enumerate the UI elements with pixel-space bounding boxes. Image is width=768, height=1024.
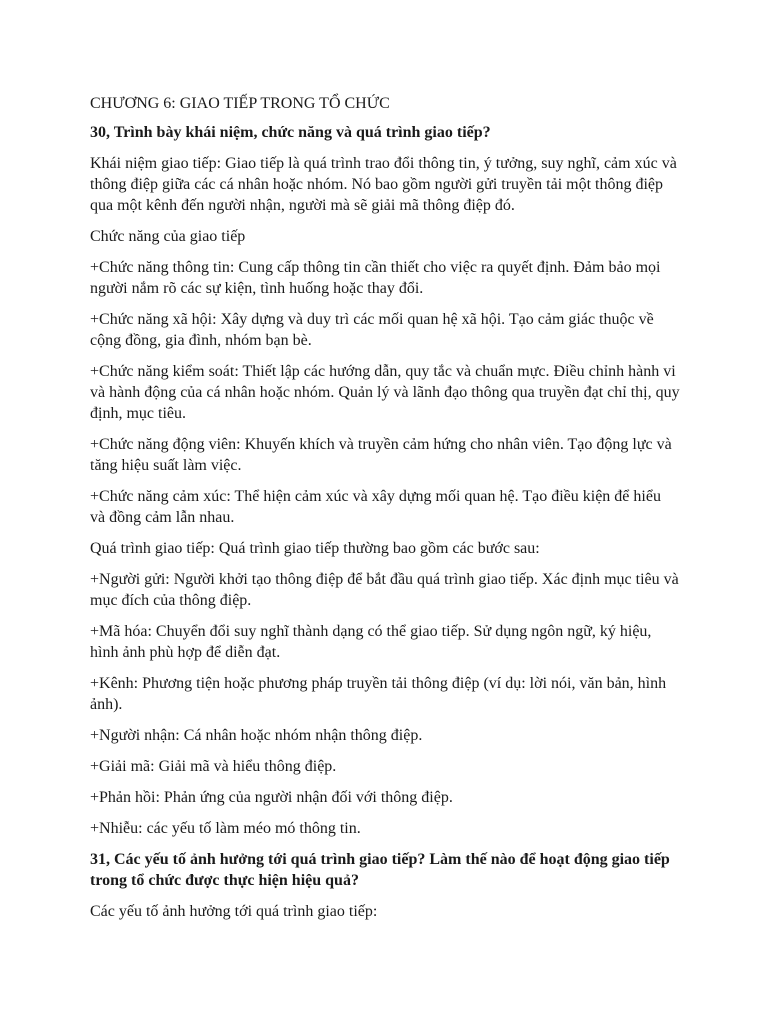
concept-paragraph: Khái niệm giao tiếp: Giao tiếp là quá trình trao đổi thông tin, ý tưởng, suy nghĩ, cảm xúc và thông điệp giữa các cá nhân hoặc nhóm. Nó bao gồm người gửi truyền tải một thông điệp qua một kênh đến người nhận, người mà sẽ giải mã thông điệp đó.	[90, 155, 677, 214]
question-31-heading: 31, Các yếu tố ảnh hưởng tới quá trình giao tiếp? Làm thế nào để hoạt động giao tiếp trong tổ chức được thực hiện hiệu quả?	[90, 851, 670, 889]
process-step-receiver: +Người nhận: Cá nhân hoặc nhóm nhận thông điệp.	[90, 727, 423, 744]
function-information: +Chức năng thông tin: Cung cấp thông tin cần thiết cho việc ra quyết định. Đảm bảo mọi người nắm rõ các sự kiện, tình huống hoặc thay đổi.	[90, 259, 661, 297]
question-30-heading: 30, Trình bày khái niệm, chức năng và quá trình giao tiếp?	[90, 124, 491, 141]
process-heading: Quá trình giao tiếp: Quá trình giao tiếp thường bao gồm các bước sau:	[90, 540, 540, 557]
process-step-sender: +Người gửi: Người khởi tạo thông điệp để bắt đầu quá trình giao tiếp. Xác định mục tiêu và mục đích của thông điệp.	[90, 571, 679, 609]
process-step-channel: +Kênh: Phương tiện hoặc phương pháp truyền tải thông điệp (ví dụ: lời nói, văn bản, hình ảnh).	[90, 675, 667, 713]
process-step-decoding: +Giải mã: Giải mã và hiểu thông điệp.	[90, 758, 337, 775]
function-control: +Chức năng kiểm soát: Thiết lập các hướng dẫn, quy tắc và chuẩn mực. Điều chỉnh hành vi và hành động của cá nhân hoặc nhóm. Quản lý và lãnh đạo thông qua truyền đạt chỉ thị, quy định, mục tiêu.	[90, 363, 680, 422]
factors-heading: Các yếu tố ảnh hưởng tới quá trình giao tiếp:	[90, 903, 378, 920]
process-step-noise: +Nhiễu: các yếu tố làm méo mó thông tin.	[90, 820, 361, 837]
function-social: +Chức năng xã hội: Xây dựng và duy trì các mối quan hệ xã hội. Tạo cảm giác thuộc về cộng đồng, gia đình, nhóm bạn bè.	[90, 311, 654, 349]
function-emotion: +Chức năng cảm xúc: Thể hiện cảm xúc và xây dựng mối quan hệ. Tạo điều kiện để hiểu và đồng cảm lẫn nhau.	[90, 488, 661, 526]
process-step-feedback: +Phản hồi: Phản ứng của người nhận đối với thông điệp.	[90, 789, 453, 806]
function-motivation: +Chức năng động viên: Khuyến khích và truyền cảm hứng cho nhân viên. Tạo động lực và tăng hiệu suất làm việc.	[90, 436, 672, 474]
process-step-encoding: +Mã hóa: Chuyển đổi suy nghĩ thành dạng có thể giao tiếp. Sử dụng ngôn ngữ, ký hiệu, hình ảnh phù hợp để diễn đạt.	[90, 623, 652, 661]
document-page	[90, 93, 680, 932]
functions-heading: Chức năng của giao tiếp	[90, 228, 246, 245]
chapter-title: CHƯƠNG 6: GIAO TIẾP TRONG TỔ CHỨC	[90, 95, 390, 112]
